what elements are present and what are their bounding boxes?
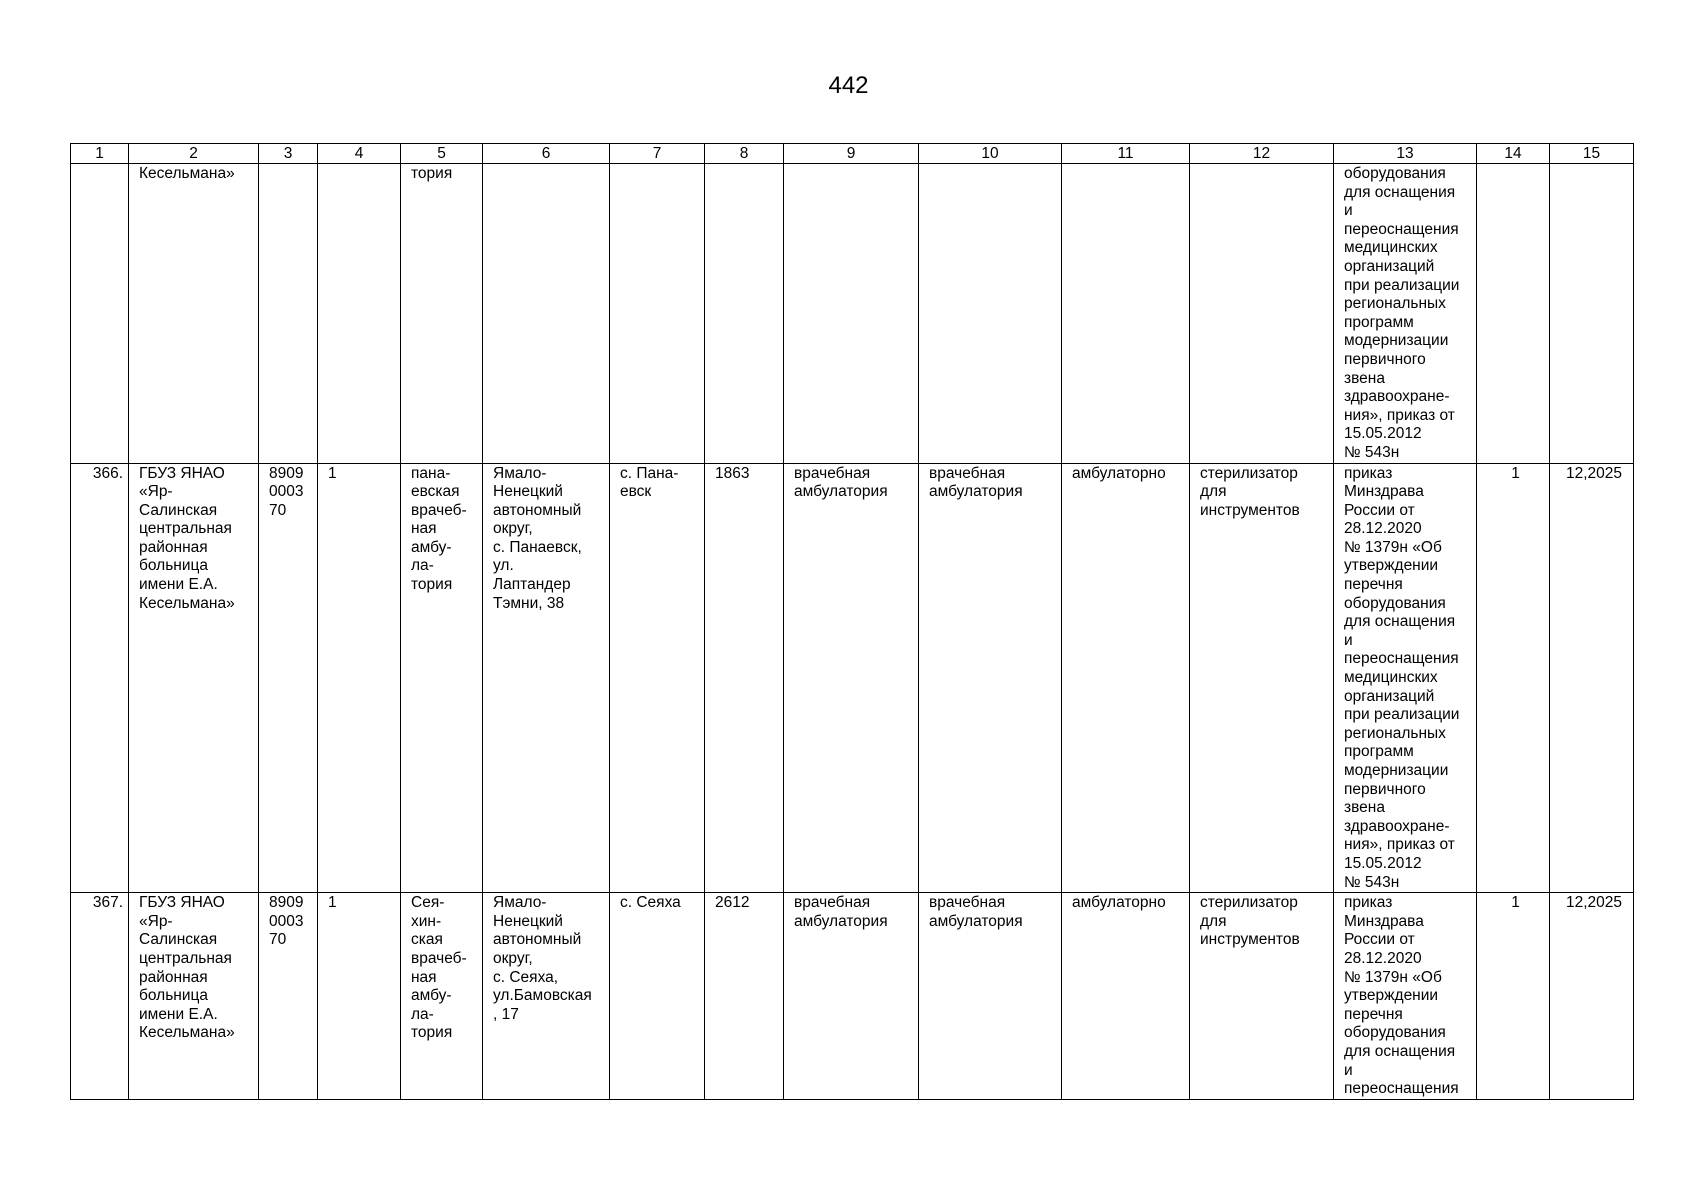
cell-deadline: 12,2025 <box>1550 893 1634 1100</box>
column-header-10: 10 <box>919 144 1062 164</box>
cell-unit-type <box>919 164 1062 464</box>
cell-unit-type: врачебная амбулатория <box>919 463 1062 893</box>
cell-address: Ямало- Ненецкий автономный округ, с. Панаевск, ул. Лаптандер Тэмни, 38 <box>483 463 610 893</box>
cell-subdivision: тория <box>401 164 483 464</box>
cell-quantity: 1 <box>1477 893 1550 1100</box>
cell-settlement: с. Сеяха <box>610 893 705 1100</box>
cell-deadline <box>1550 164 1634 464</box>
cell-population: 2612 <box>705 893 784 1100</box>
column-header-11: 11 <box>1062 144 1190 164</box>
column-header-13: 13 <box>1334 144 1477 164</box>
cell-col4: 1 <box>318 463 401 893</box>
cell-settlement <box>610 164 705 464</box>
cell-deadline: 12,2025 <box>1550 463 1634 893</box>
cell-number: 367. <box>71 893 129 1100</box>
cell-organization: ГБУЗ ЯНАО «Яр- Салинская центральная районная больница имени Е.А. Кесельмана» <box>129 893 259 1100</box>
header-row <box>71 144 1634 164</box>
column-header-12: 12 <box>1190 144 1334 164</box>
cell-quantity <box>1477 164 1550 464</box>
column-header-1: 1 <box>71 144 129 164</box>
cell-subdivision: пана- евская врачеб- ная амбу- ла- тория <box>401 463 483 893</box>
table-row-366 <box>71 463 1634 893</box>
cell-col4 <box>318 164 401 464</box>
column-header-5: 5 <box>401 144 483 164</box>
cell-address <box>483 164 610 464</box>
cell-legal-basis: приказ Минздрава России от 28.12.2020 № 1379н «Об утверждении перечня оборудования для оснащения и переоснащения <box>1334 893 1477 1100</box>
cell-subdivision: Сея- хин- ская врачеб- ная амбу- ла- тория <box>401 893 483 1100</box>
cell-inn <box>259 164 318 464</box>
cell-facility-type: врачебная амбулатория <box>784 463 919 893</box>
cell-care-conditions <box>1062 164 1190 464</box>
column-header-3: 3 <box>259 144 318 164</box>
cell-equipment: стерилизатор для инструментов <box>1190 463 1334 893</box>
column-header-9: 9 <box>784 144 919 164</box>
cell-address: Ямало- Ненецкий автономный округ, с. Сеяха, ул.Бамовская , 17 <box>483 893 610 1100</box>
cell-equipment <box>1190 164 1334 464</box>
cell-legal-basis: приказ Минздрава России от 28.12.2020 № 1379н «Об утверждении перечня оборудования для оснащения и переоснащения медицинских организаций при реализации региональных программ модернизации первичного звена здравоохране- ния», приказ от 15.05.2012 № 543н <box>1334 463 1477 893</box>
cell-number <box>71 164 129 464</box>
column-header-4: 4 <box>318 144 401 164</box>
cell-facility-type: врачебная амбулатория <box>784 893 919 1100</box>
equipment-table <box>70 143 1634 1100</box>
cell-organization: ГБУЗ ЯНАО «Яр- Салинская центральная районная больница имени Е.А. Кесельмана» <box>129 463 259 893</box>
column-header-2: 2 <box>129 144 259 164</box>
column-header-8: 8 <box>705 144 784 164</box>
cell-quantity: 1 <box>1477 463 1550 893</box>
cell-number: 366. <box>71 463 129 893</box>
cell-facility-type <box>784 164 919 464</box>
cell-care-conditions: амбулаторно <box>1062 463 1190 893</box>
cell-population <box>705 164 784 464</box>
table-row-continued <box>71 164 1634 464</box>
cell-population: 1863 <box>705 463 784 893</box>
cell-organization: Кесельмана» <box>129 164 259 464</box>
column-header-14: 14 <box>1477 144 1550 164</box>
table-row-367 <box>71 893 1634 1100</box>
cell-care-conditions: амбулаторно <box>1062 893 1190 1100</box>
cell-legal-basis: оборудования для оснащения и переоснащения медицинских организаций при реализации региональных программ модернизации первичного звена здравоохране- ния», приказ от 15.05.2012 № 543н <box>1334 164 1477 464</box>
page-number: 442 <box>828 72 869 99</box>
cell-inn: 8909 0003 70 <box>259 893 318 1100</box>
column-header-7: 7 <box>610 144 705 164</box>
cell-unit-type: врачебная амбулатория <box>919 893 1062 1100</box>
cell-equipment: стерилизатор для инструментов <box>1190 893 1334 1100</box>
cell-settlement: с. Пана- евск <box>610 463 705 893</box>
cell-inn: 8909 0003 70 <box>259 463 318 893</box>
column-header-6: 6 <box>483 144 610 164</box>
cell-col4: 1 <box>318 893 401 1100</box>
column-header-15: 15 <box>1550 144 1634 164</box>
